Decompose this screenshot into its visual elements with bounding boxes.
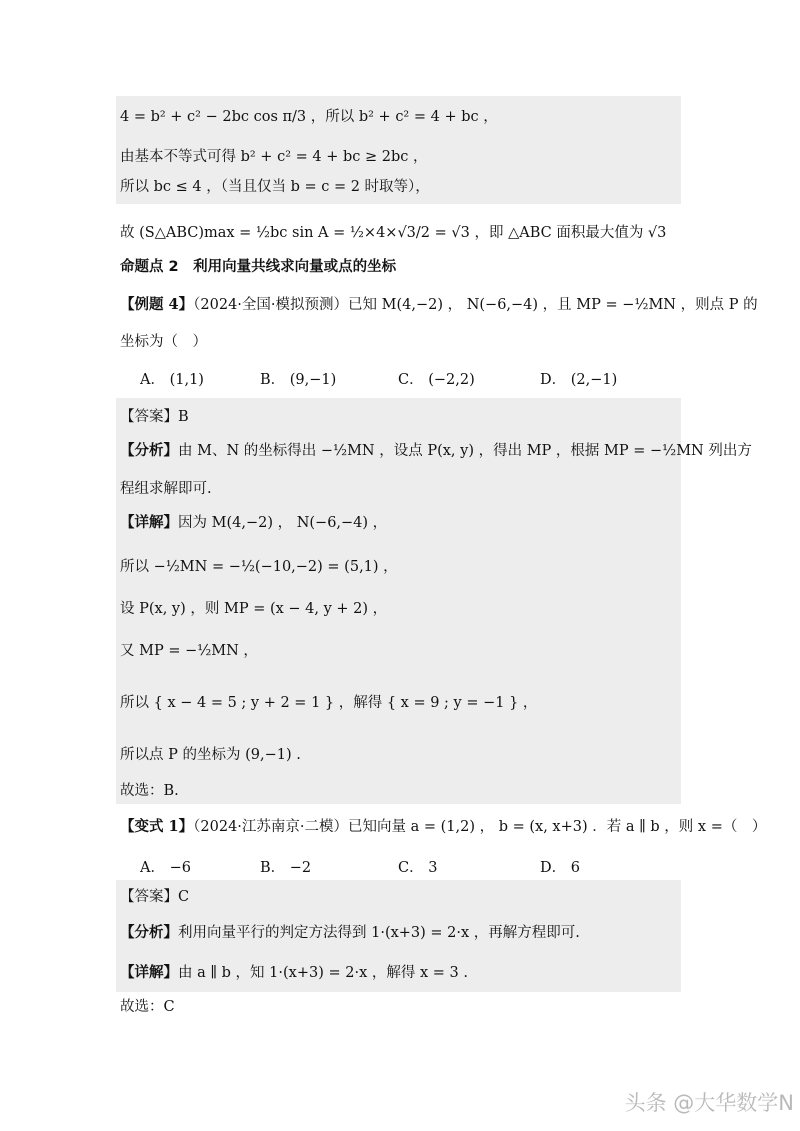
section-heading: 命题点 2 利用向量共线求向量或点的坐标 xyxy=(120,259,397,275)
variant1-analysis: 利用向量平行的判定方法得到 1·(x+3) = 2·x ，再解方程即可. xyxy=(178,925,580,941)
example4-answer: 【答案】B xyxy=(120,409,189,425)
example4-option-c: C． (−2,2) xyxy=(398,372,475,388)
example4-detail-5: 所以 { x − 4 = 5 ; y + 2 = 1 } ，解得 { x = 9 ; y = −1 } ， xyxy=(120,695,538,711)
example4-detail-6: 所以点 P 的坐标为 (9,−1) . xyxy=(120,747,301,763)
example4-analysis: 由 M、N 的坐标得出 −½MN ，设点 P(x, y) ，得出 MP ，根据 MP = −½MN 列出方 xyxy=(178,443,752,459)
variant1-analysis-line xyxy=(120,922,580,944)
variant1-option-d: D． 6 xyxy=(540,860,580,876)
example4-analysis-2: 程组求解即可. xyxy=(120,481,212,497)
example4-stem-2: 坐标为（ ） xyxy=(120,334,207,350)
variant1-answer: 【答案】C xyxy=(120,889,190,905)
variant1-tag: 【变式 1】 xyxy=(120,818,194,835)
example4-analysis-tag: 【分析】 xyxy=(120,442,178,459)
watermark: 头条 @大华数学N xyxy=(624,1091,794,1115)
example4-option-d: D． (2,−1) xyxy=(540,372,618,388)
solution-line-1: 4 = b² + c² − 2bc cos π/3 ，所以 b² + c² = 4 + bc ， xyxy=(120,109,498,125)
variant1-stem-line xyxy=(120,816,766,838)
example4-detail-1: 因为 M(4,−2) ， N(−6,−4) ， xyxy=(178,515,388,531)
example4-analysis-line xyxy=(120,440,752,462)
variant1-detail-tag: 【详解】 xyxy=(120,964,178,981)
solution-line-4: 故 (S△ABC)max = ½bc sin A = ½×4×√3/2 = √3 ，即 △ABC 面积最大值为 √3 xyxy=(120,225,667,241)
example4-detail-tag: 【详解】 xyxy=(120,514,178,531)
variant1-option-c: C． 3 xyxy=(398,860,438,876)
variant1-option-b: B． −2 xyxy=(260,860,312,876)
example4-tag: 【例题 4】 xyxy=(120,296,194,313)
example4-stem: （2024·全国·模拟预测）已知 M(4,−2) ， N(−6,−4) ，且 MP = −½MN ，则点 P 的 xyxy=(193,297,758,313)
solution-line-2: 由基本不等式可得 b² + c² = 4 + bc ≥ 2bc ， xyxy=(120,149,428,165)
example4-detail-3: 设 P(x, y) ，则 MP = (x − 4, y + 2) ， xyxy=(120,601,388,617)
example4-option-a: A． (1,1) xyxy=(140,372,204,388)
example4-choice: 故选：B. xyxy=(120,783,179,799)
example4-stem-line xyxy=(120,294,758,316)
example4-detail-2: 所以 −½MN = −½(−10,−2) = (5,1) ， xyxy=(120,559,398,575)
example4-option-b: B． (9,−1) xyxy=(260,372,337,388)
example4-detail-line-1 xyxy=(120,512,387,534)
variant1-analysis-tag: 【分析】 xyxy=(120,924,178,941)
variant1-stem: （2024·江苏南京·二模）已知向量 a = (1,2) ， b = (x, x+3) ．若 a ∥ b ，则 x =（ ） xyxy=(193,819,767,835)
variant1-option-a: A． −6 xyxy=(140,860,191,876)
solution-line-3: 所以 bc ≤ 4 ，（当且仅当 b = c = 2 时取等）， xyxy=(120,179,430,195)
variant1-detail: 由 a ∥ b ，知 1·(x+3) = 2·x ，解得 x = 3 . xyxy=(178,965,468,981)
variant1-choice: 故选：C xyxy=(120,999,175,1015)
example4-detail-4: 又 MP = −½MN ， xyxy=(120,643,258,659)
variant1-detail-line xyxy=(120,962,468,984)
